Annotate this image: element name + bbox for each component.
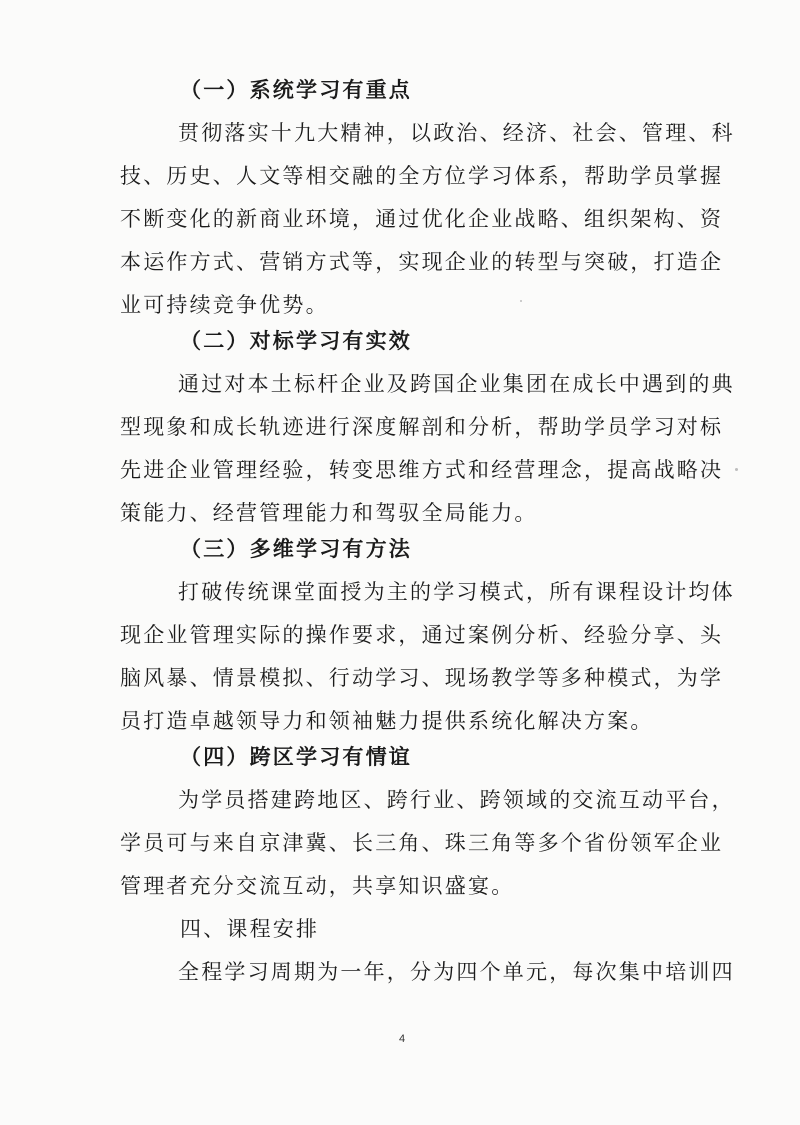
paragraph-line: 不断变化的新商业环境，通过优化企业战略、组织架构、资	[120, 207, 724, 231]
paragraph-line: 全程学习周期为一年，分为四个单元，每次集中培训四	[178, 960, 735, 984]
paragraph-line: 本运作方式、营销方式等，实现企业的转型与突破，打造企	[120, 250, 724, 274]
paragraph-line: 为学员搭建跨地区、跨行业、跨领域的交流互动平台，	[178, 788, 735, 812]
scan-speck	[520, 300, 522, 302]
paragraph-line: 管理者充分交流互动，共享知识盛宴。	[120, 874, 515, 898]
paragraph-line: 脑风暴、情景模拟、行动学习、现场教学等多种模式，为学	[120, 666, 724, 690]
paragraph-line: 员打造卓越领导力和领袖魅力提供系统化解决方案。	[120, 709, 654, 733]
page-number: 4	[399, 1033, 406, 1045]
paragraph-line: 型现象和成长轨迹进行深度解剖和分析，帮助学员学习对标	[120, 415, 724, 439]
paragraph-line: 先进企业管理经验，转变思维方式和经营理念，提高战略决	[120, 458, 724, 482]
paragraph-line: 现企业管理实际的操作要求，通过案例分析、经验分享、头	[120, 623, 724, 647]
paragraph-line: 贯彻落实十九大精神，以政治、经济、社会、管理、科	[178, 121, 735, 145]
section-heading-2: （二）对标学习有实效	[180, 328, 412, 353]
paragraph-line: 打破传统课堂面授为主的学习模式，所有课程设计均体	[178, 580, 735, 604]
paragraph-line: 技、历史、人文等相交融的全方位学习体系，帮助学员掌握	[120, 164, 724, 188]
section-heading-5: 四、课程安排	[180, 917, 320, 941]
scan-speck	[735, 468, 738, 471]
paragraph-line: 策能力、经营管理能力和驾驭全局能力。	[120, 501, 538, 525]
section-heading-1: （一）系统学习有重点	[180, 77, 412, 102]
paragraph-line: 业可持续竞争优势。	[120, 293, 329, 317]
section-heading-4: （四）跨区学习有情谊	[180, 744, 412, 769]
paragraph-line: 通过对本土标杆企业及跨国企业集团在成长中遇到的典	[178, 372, 735, 396]
section-heading-3: （三）多维学习有方法	[180, 536, 412, 561]
paragraph-line: 学员可与来自京津冀、长三角、珠三角等多个省份领军企业	[120, 831, 724, 855]
